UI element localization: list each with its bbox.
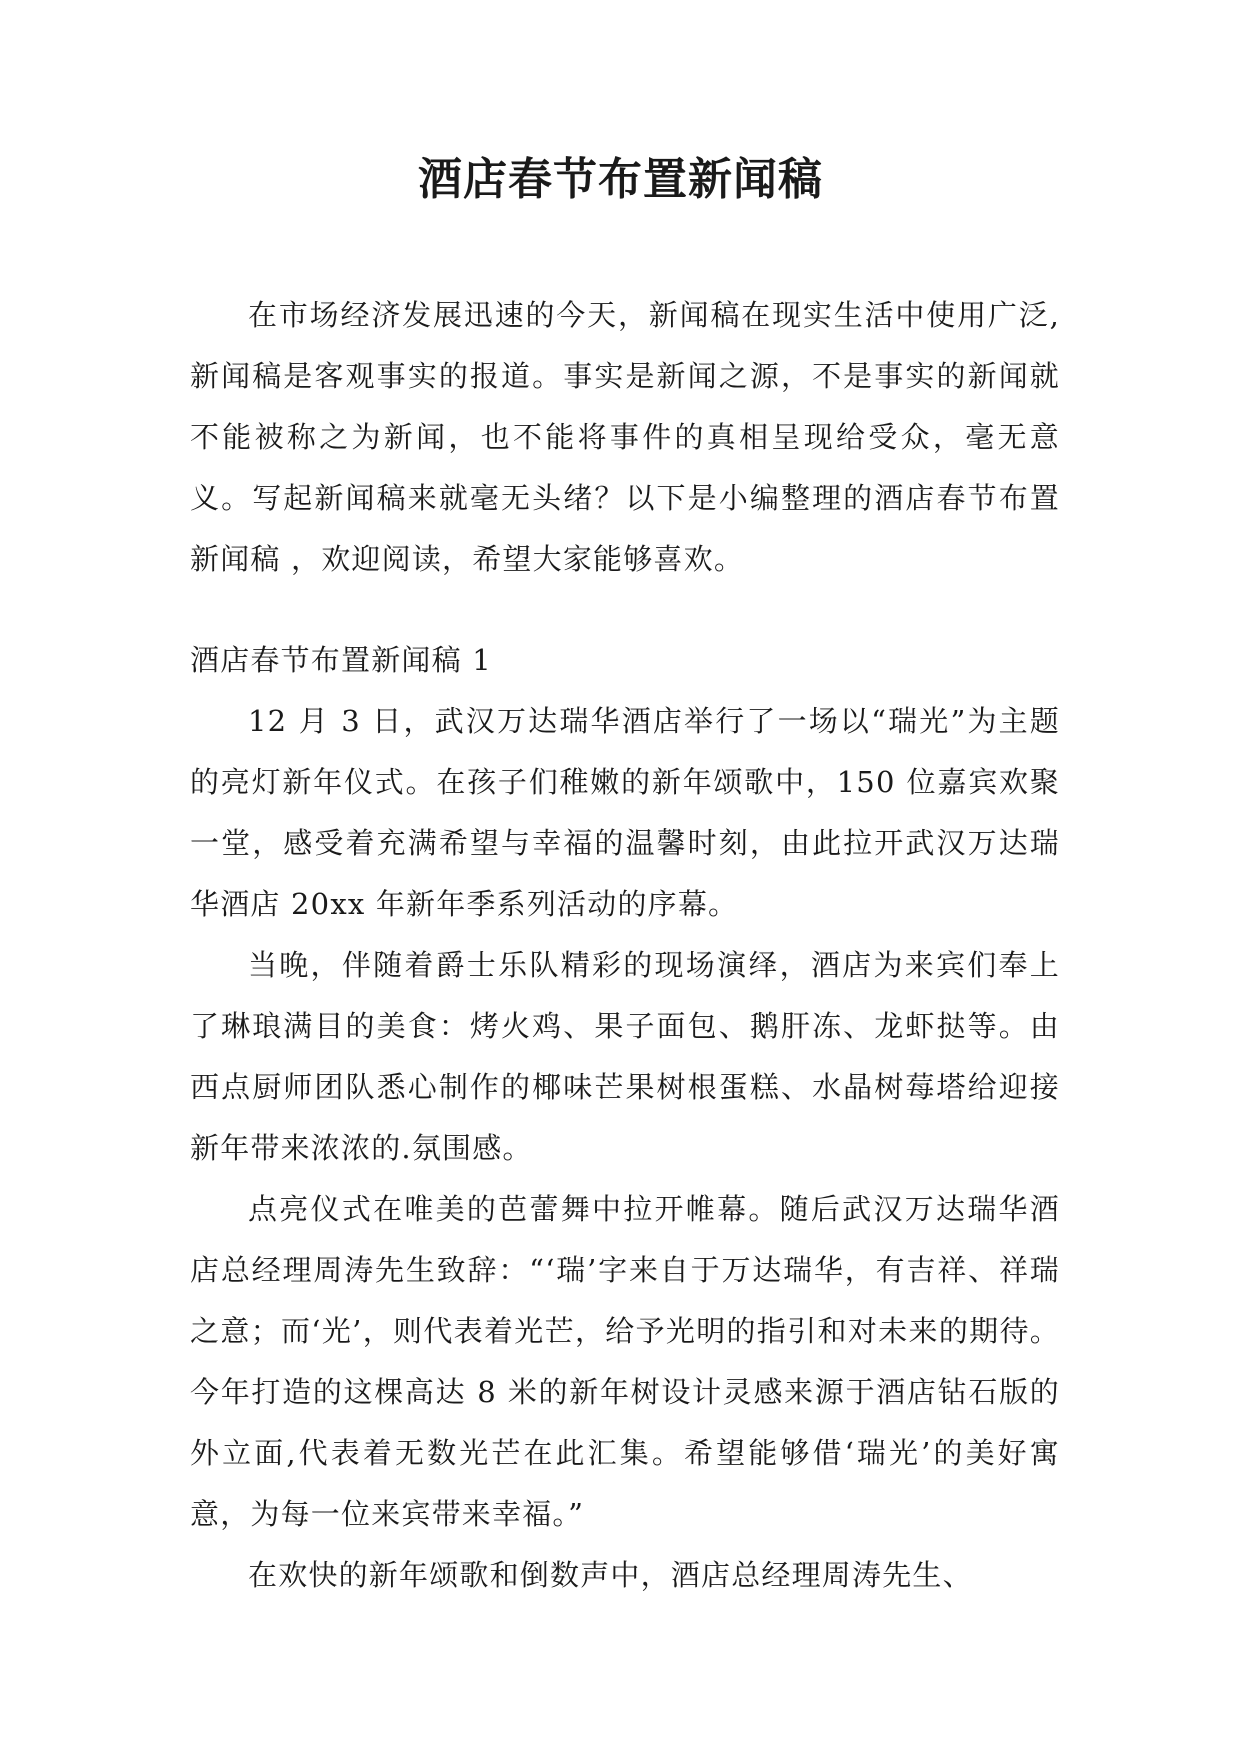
article-paragraph: 当晚，伴随着爵士乐队精彩的现场演绎，酒店为来宾们奉上了琳琅满目的美食：烤火鸡、果子面包、鹅肝冻、龙虾挞等。由西点厨师团队悉心制作的椰味芒果树根蛋糕、水晶树莓塔给迎接新年带来浓浓的.氛围感。 xyxy=(190,948,1060,1165)
intro-block xyxy=(190,285,1060,590)
article-section xyxy=(190,630,1060,1606)
article-paragraph: 在欢快的新年颂歌和倒数声中，酒店总经理周涛先生、 xyxy=(248,1558,973,1592)
document-title: 酒店春节布置新闻稿 xyxy=(418,154,823,205)
intro-paragraph: 在市场经济发展迅速的今天，新闻稿在现实生活中使用广泛,新闻稿是客观事实的报道。事实是新闻之源，不是事实的新闻就不能被称之为新闻，也不能将事件的真相呈现给受众，毫无意义。写起新闻稿来就毫无头绪？以下是小编整理的酒店春节布置新闻稿 ，欢迎阅读，希望大家能够喜欢。 xyxy=(190,298,1060,576)
section-heading: 酒店春节布置新闻稿 1 xyxy=(190,643,492,677)
article-paragraph: 12 月 3 日，武汉万达瑞华酒店举行了一场以“瑞光”为主题的亮灯新年仪式。在孩子们稚嫩的新年颂歌中，150 位嘉宾欢聚一堂，感受着充满希望与幸福的温馨时刻，由此拉开武汉万达瑞华酒店 20xx 年新年季系列活动的序幕。 xyxy=(190,704,1060,921)
article-paragraph: 点亮仪式在唯美的芭蕾舞中拉开帷幕。随后武汉万达瑞华酒店总经理周涛先生致辞：“‘瑞’字来自于万达瑞华，有吉祥、祥瑞之意；而‘光’，则代表着光芒，给予光明的指引和对未来的期待。今年打造的这棵高达 8 米的新年树设计灵感来源于酒店钻石版的外立面,代表着无数光芒在此汇集。希望能够借‘瑞光’的美好寓意，为每一位来宾带来幸福。” xyxy=(190,1192,1060,1531)
